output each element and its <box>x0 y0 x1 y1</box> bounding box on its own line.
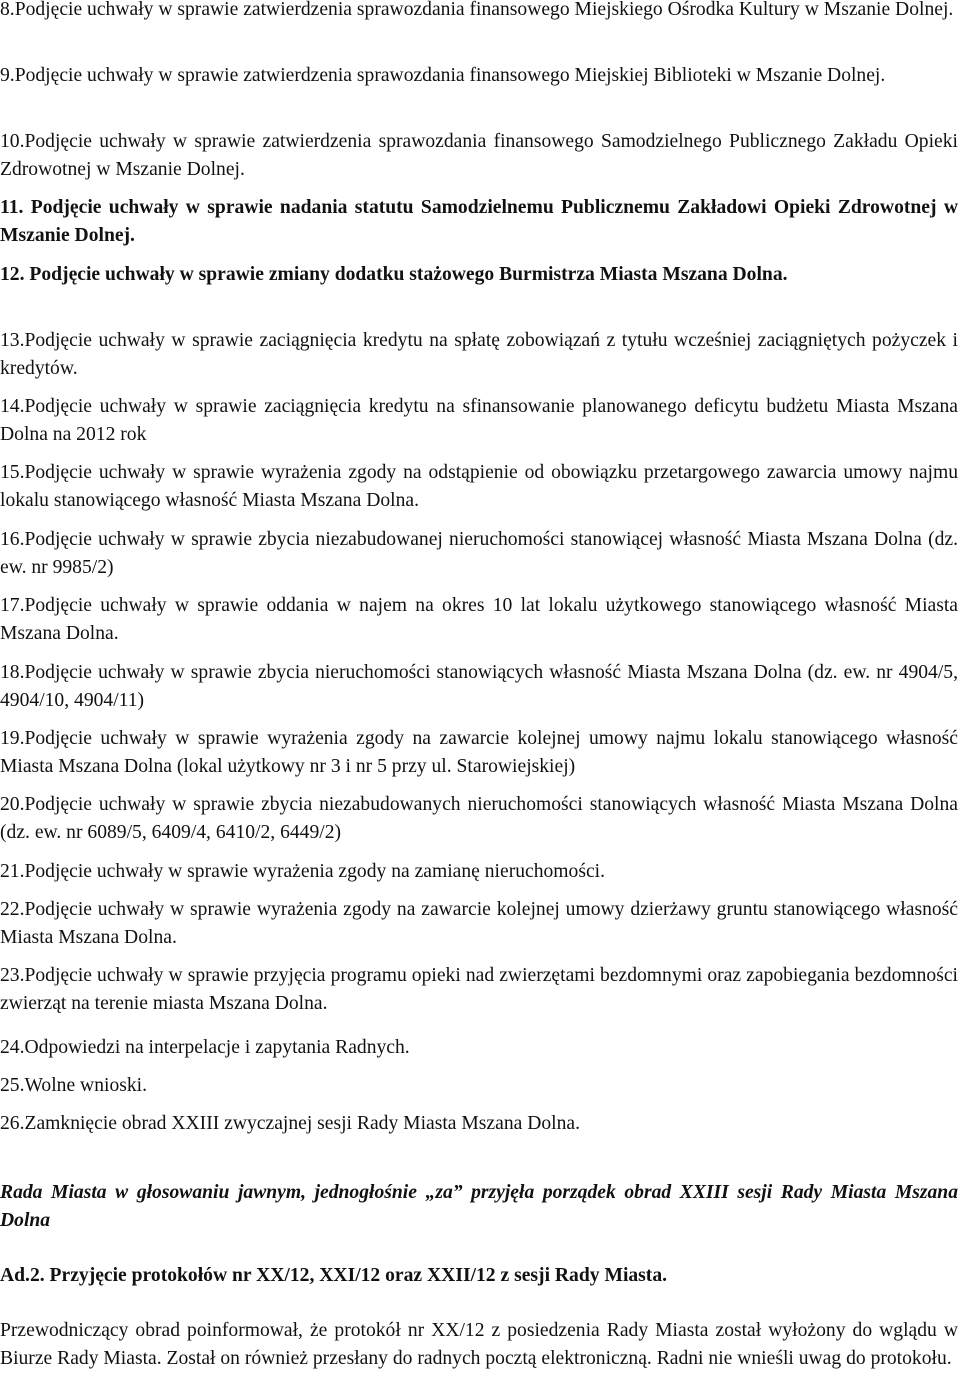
agenda-item-25: 25.Wolne wnioski. <box>0 1075 148 1096</box>
agenda-item-23: 23.Podjęcie uchwały w sprawie przyjęcia programu opieki nad zwierzętami bezdomnymi oraz zapobiegania bezdomności zwierząt na terenie miasta Mszana Dolna. <box>0 965 958 1014</box>
agenda-item-19: 19.Podjęcie uchwały w sprawie wyrażenia zgody na zawarcie kolejnej umowy najmu lokalu stanowiącego własność Miasta Mszana Dolna (lokal użytkowy nr 3 i nr 5 przy ul. Starowiejskiej) <box>0 728 958 777</box>
section-heading: Ad.2. Przyjęcie protokołów nr XX/12, XXI/12 oraz XXII/12 z sesji Rady Miasta. <box>0 1265 668 1286</box>
agenda-item-24: 24.Odpowiedzi na interpelacje i zapytania Radnych. <box>0 1037 410 1058</box>
agenda-item-13: 13.Podjęcie uchwały w sprawie zaciągnięcia kredytu na spłatę zobowiązań z tytułu wcześniej zaciągniętych pożyczek i kredytów. <box>0 330 958 379</box>
agenda-item-17: 17.Podjęcie uchwały w sprawie oddania w najem na okres 10 lat lokalu użytkowego stanowiącego własność Miasta Mszana Dolna. <box>0 595 958 644</box>
agenda-item-18: 18.Podjęcie uchwały w sprawie zbycia nieruchomości stanowiących własność Miasta Mszana Dolna (dz. ew. nr 4904/5, 4904/10, 4904/11) <box>0 662 958 711</box>
closing-paragraph: Przewodniczący obrad poinformował, że protokół nr XX/12 z posiedzenia Rady Miasta został wyłożony do wglądu w Biurze Rady Miasta. Został on również przesłany do radnych pocztą elektroniczną. Radni nie wnieśli uwag do protokołu. <box>0 1320 958 1369</box>
agenda-item-11: 11. Podjęcie uchwały w sprawie nadania statutu Samodzielnemu Publicznemu Zakładowi Opieki Zdrowotnej w Mszanie Dolnej. <box>0 197 958 246</box>
agenda-item-15: 15.Podjęcie uchwały w sprawie wyrażenia zgody na odstąpienie od obowiązku przetargowego zawarcia umowy najmu lokalu stanowiącego własność Miasta Mszana Dolna. <box>0 462 958 511</box>
agenda-item-9: 9.Podjęcie uchwały w sprawie zatwierdzenia sprawozdania finansowego Miejskiej Biblioteki w Mszanie Dolnej. <box>0 65 886 86</box>
agenda-item-10: 10.Podjęcie uchwały w sprawie zatwierdzenia sprawozdania finansowego Samodzielnego Publicznego Zakładu Opieki Zdrowotnej w Mszanie Dolnej. <box>0 131 958 180</box>
agenda-item-8: 8.Podjęcie uchwały w sprawie zatwierdzenia sprawozdania finansowego Miejskiego Ośrodka Kultury w Mszanie Dolnej. <box>0 0 954 20</box>
agenda-item-16: 16.Podjęcie uchwały w sprawie zbycia niezabudowanej nieruchomości stanowiącej własność Miasta Mszana Dolna (dz. ew. nr 9985/2) <box>0 529 958 578</box>
agenda-item-14: 14.Podjęcie uchwały w sprawie zaciągnięcia kredytu na sfinansowanie planowanego deficytu budżetu Miasta Mszana Dolna na 2012 rok <box>0 396 958 445</box>
agenda-item-22: 22.Podjęcie uchwały w sprawie wyrażenia zgody na zawarcie kolejnej umowy dzierżawy gruntu stanowiącego własność Miasta Mszana Dolna. <box>0 899 958 948</box>
agenda-item-12: 12. Podjęcie uchwały w sprawie zmiany dodatku stażowego Burmistrza Miasta Mszana Dolna. <box>0 264 788 285</box>
agenda-item-20: 20.Podjęcie uchwały w sprawie zbycia niezabudowanych nieruchomości stanowiących własność Miasta Mszana Dolna (dz. ew. nr 6089/5, 6409/4, 6410/2, 6449/2) <box>0 794 958 843</box>
agenda-item-26: 26.Zamknięcie obrad XXIII zwyczajnej sesji Rady Miasta Mszana Dolna. <box>0 1113 580 1134</box>
resolution-note: Rada Miasta w głosowaniu jawnym, jednogłośnie „za” przyjęła porządek obrad XXIII sesji Rady Miasta Mszana Dolna <box>0 1182 958 1231</box>
agenda-item-21: 21.Podjęcie uchwały w sprawie wyrażenia zgody na zamianę nieruchomości. <box>0 861 606 882</box>
